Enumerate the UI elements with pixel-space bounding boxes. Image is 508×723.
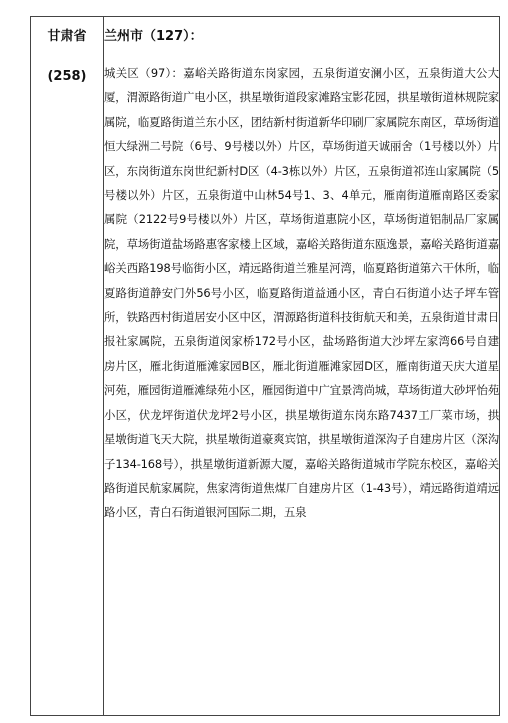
district-area-list: 城关区（97）：嘉峪关路街道东岗家园，五泉街道安澜小区，五泉街道大公大厦，渭源路街道广电小区，拱星墩街道段家滩路宝影花园，拱星墩街道林规院家属院，临夏路街道兰东小区，团结新村街道新华印刷厂家属院东南区，草场街道恒大绿洲二号院（6号、9号楼以外）片区，草场街道天诚丽舍（1号楼以外）片区，东岗街道东岗世纪新村D区（4-3栋以外）片区，五泉街道祁连山家属院（5号楼以外）片区，五泉街道中山林54号1、3、4单元，雁南街道雁南路区委家属院（2122号9号楼以外）片区，草场街道惠院小区，草场街道铝制品厂家属院，草场街道盐场路惠客家楼上区域，嘉峪关路街道东瓯逸景，嘉峪关路街道嘉峪关西路198号临街小区，靖远路街道兰雅星河湾，临夏路街道第六干休所，临夏路街道静安门外56号小区，临夏路街道益通小区，青白石街道小达子坪车管所，铁路西村街道居安小区中区，渭源路街道科技街航天和美，五泉街道甘肃日报社家属院，五泉街道闵家桥172号小区，盐场路街道大沙坪左家湾66号自建房片区，雁北街道雁滩家园B区，雁北街道雁滩家园D区，雁南街道天庆大道星河苑，雁园街道雁滩绿苑小区，雁园街道中广宜景湾尚城，草场街道大砂坪怡苑小区，伏龙坪街道伏龙坪2号小区，拱星墩街道东岗东路7437工厂菜市场，拱星墩街道飞天大院，拱星墩街道豪爽宾馆，拱星墩街道深沟子自建房片区（深沟子134-168号），拱星墩街道新源大厦，嘉峪关路街道城市学院东校区，嘉峪关路街道民航家属院，焦家湾街道焦煤厂自建房片区（1-43号），靖远路街道靖远路小区，青白石街道银河国际二期，五泉 — [104, 66, 499, 520]
province-name: 甘肃省 — [47, 29, 87, 44]
risk-area-table — [30, 16, 500, 716]
city-heading: 兰州市（127）： — [104, 29, 203, 44]
table-row — [31, 17, 500, 716]
area-list-cell — [104, 17, 500, 716]
province-count: (258) — [47, 69, 87, 84]
province-cell — [31, 17, 104, 716]
